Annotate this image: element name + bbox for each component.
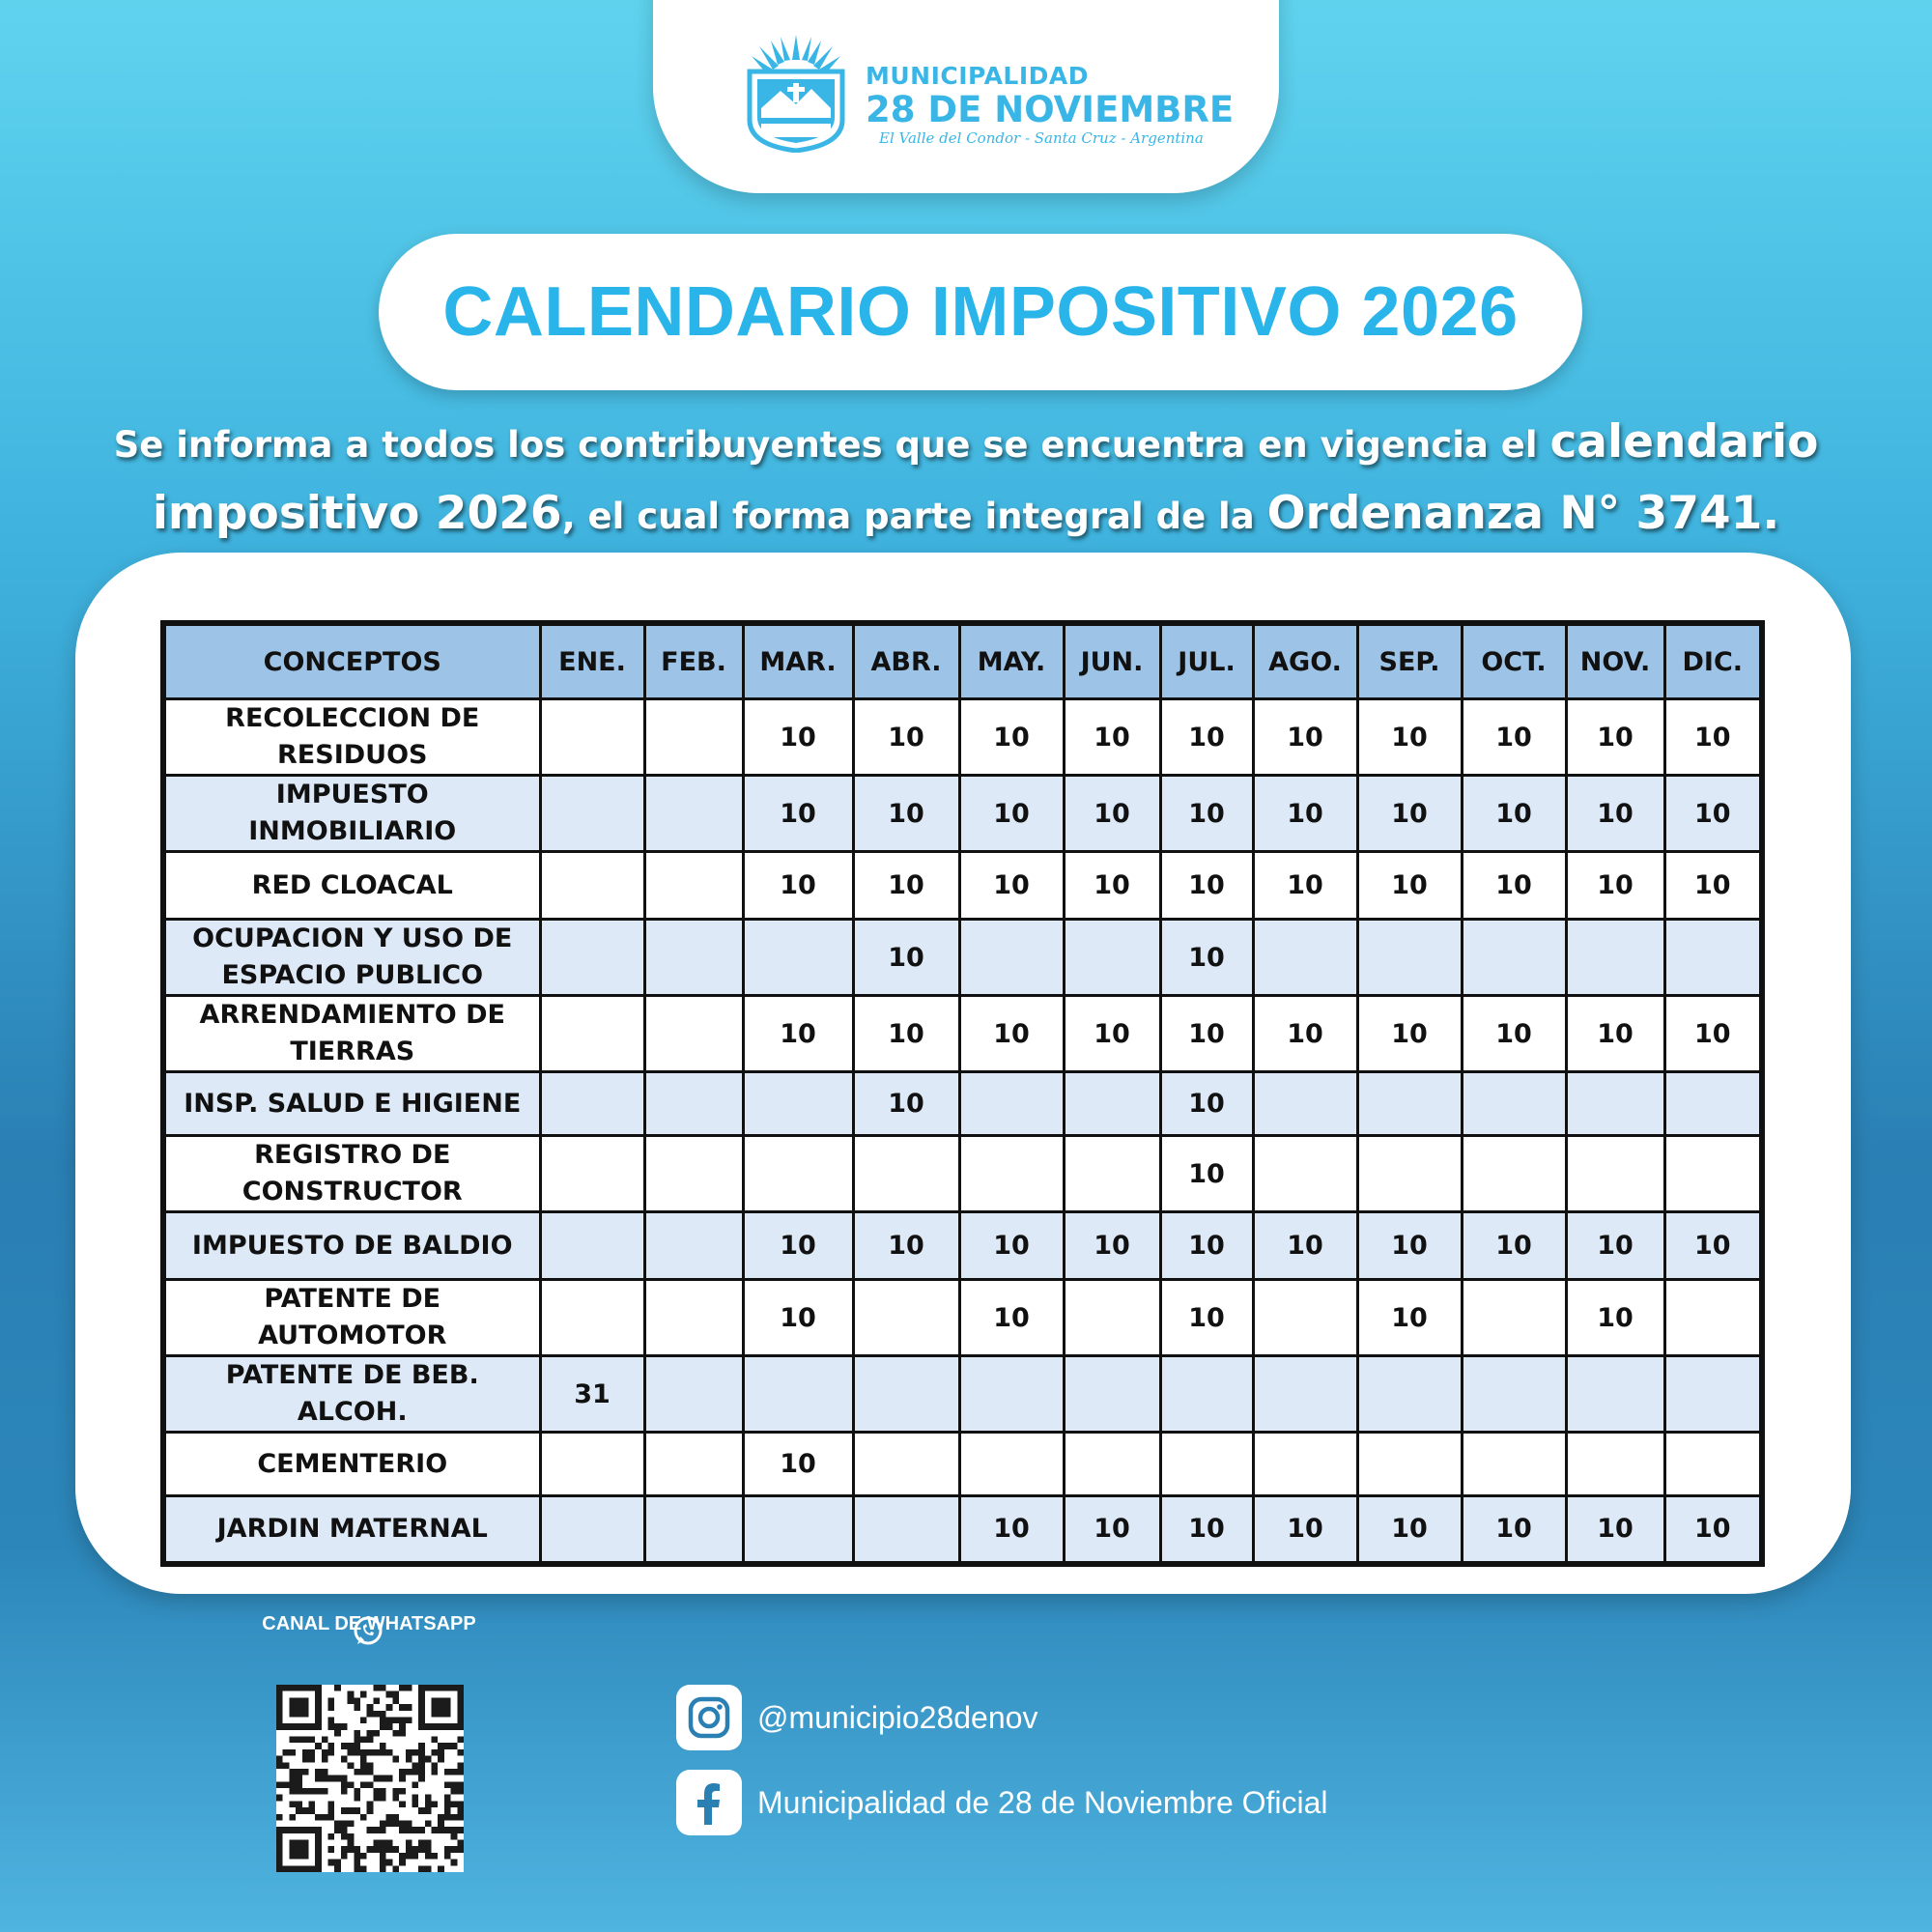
due-day-cell: 10 <box>853 996 959 1072</box>
due-day-cell <box>540 920 644 996</box>
due-day-cell <box>1357 1136 1462 1212</box>
due-day-cell: 10 <box>1357 776 1462 852</box>
due-day-cell: 10 <box>853 852 959 920</box>
due-day-cell: 10 <box>1664 1212 1762 1280</box>
due-day-cell <box>1462 1072 1566 1136</box>
concept-cell: INSP. SALUD E HIGIENE <box>163 1072 540 1136</box>
due-day-cell: 10 <box>743 699 853 776</box>
intro-part5: Ordenanza N° 3741. <box>1266 487 1780 540</box>
page-title: CALENDARIO IMPOSITIVO 2026 <box>442 273 1519 351</box>
due-day-cell: 10 <box>1253 1212 1357 1280</box>
due-day-cell: 10 <box>1253 776 1357 852</box>
due-day-cell <box>644 852 743 920</box>
due-day-cell <box>1664 1136 1762 1212</box>
due-day-cell: 10 <box>1462 776 1566 852</box>
due-day-cell <box>1664 1433 1762 1496</box>
due-day-cell: 10 <box>1064 699 1160 776</box>
due-day-cell <box>1462 1433 1566 1496</box>
concept-cell: PATENTE DE AUTOMOTOR <box>163 1280 540 1356</box>
logo-tagline: El Valle del Condor - Santa Cruz - Argentina <box>879 129 1204 147</box>
due-day-cell <box>540 699 644 776</box>
table-row <box>163 699 1762 776</box>
due-day-cell <box>1160 1356 1253 1433</box>
table-row <box>163 996 1762 1072</box>
due-day-cell <box>540 1212 644 1280</box>
due-day-cell <box>959 920 1064 996</box>
table-row <box>163 1072 1762 1136</box>
table-row <box>163 1280 1762 1356</box>
concept-cell: RECOLECCION DE RESIDUOS <box>163 699 540 776</box>
due-day-cell: 10 <box>1462 699 1566 776</box>
due-day-cell: 10 <box>1253 1496 1357 1564</box>
due-day-cell: 10 <box>1064 996 1160 1072</box>
due-day-cell <box>540 1280 644 1356</box>
due-day-cell: 10 <box>1160 1136 1253 1212</box>
due-day-cell <box>540 996 644 1072</box>
instagram-row[interactable] <box>676 1685 1037 1750</box>
due-day-cell: 10 <box>1566 1496 1664 1564</box>
due-day-cell: 10 <box>1064 776 1160 852</box>
due-day-cell: 10 <box>959 996 1064 1072</box>
due-day-cell: 10 <box>959 852 1064 920</box>
column-header-month: JUN. <box>1064 623 1160 699</box>
due-day-cell: 10 <box>959 699 1064 776</box>
due-day-cell: 10 <box>1664 996 1762 1072</box>
due-day-cell <box>1566 1072 1664 1136</box>
facebook-icon <box>676 1770 742 1835</box>
due-day-cell: 10 <box>1064 1212 1160 1280</box>
column-header-month: OCT. <box>1462 623 1566 699</box>
due-day-cell <box>1664 920 1762 996</box>
due-day-cell <box>644 1496 743 1564</box>
due-day-cell: 10 <box>1566 996 1664 1072</box>
due-day-cell <box>1253 1356 1357 1433</box>
due-day-cell <box>644 776 743 852</box>
due-day-cell <box>743 1356 853 1433</box>
due-day-cell <box>1566 920 1664 996</box>
intro-part3: impositivo 2026 <box>152 487 562 540</box>
due-day-cell: 10 <box>853 1072 959 1136</box>
table-row <box>163 920 1762 996</box>
tax-calendar-table <box>160 620 1765 1567</box>
due-day-cell <box>1253 1433 1357 1496</box>
due-day-cell <box>1064 1136 1160 1212</box>
due-day-cell: 10 <box>1160 699 1253 776</box>
due-day-cell: 10 <box>1566 699 1664 776</box>
due-day-cell <box>644 1356 743 1433</box>
due-day-cell: 10 <box>959 776 1064 852</box>
due-day-cell <box>1064 1280 1160 1356</box>
due-day-cell <box>540 1072 644 1136</box>
column-header-month: AGO. <box>1253 623 1357 699</box>
column-header-month: FEB. <box>644 623 743 699</box>
table-row <box>163 1212 1762 1280</box>
due-day-cell: 10 <box>1160 776 1253 852</box>
intro-text <box>97 412 1835 554</box>
due-day-cell: 10 <box>1462 852 1566 920</box>
table-row <box>163 1356 1762 1433</box>
due-day-cell <box>1664 1280 1762 1356</box>
due-day-cell <box>644 920 743 996</box>
due-day-cell <box>540 1433 644 1496</box>
due-day-cell <box>1357 1072 1462 1136</box>
table-body <box>163 699 1762 1564</box>
due-day-cell: 10 <box>1664 852 1762 920</box>
title-pill <box>379 234 1582 390</box>
due-day-cell <box>540 1496 644 1564</box>
due-day-cell: 10 <box>959 1496 1064 1564</box>
due-day-cell <box>1462 1136 1566 1212</box>
due-day-cell: 10 <box>1566 852 1664 920</box>
due-day-cell: 10 <box>1664 776 1762 852</box>
due-day-cell: 10 <box>959 1212 1064 1280</box>
logo-line1: MUNICIPALIDAD <box>866 62 1090 90</box>
municipal-crest-icon <box>742 31 850 153</box>
table-row <box>163 1136 1762 1212</box>
due-day-cell: 10 <box>1160 1496 1253 1564</box>
table-row <box>163 1496 1762 1564</box>
due-day-cell <box>1462 920 1566 996</box>
due-day-cell: 10 <box>1253 996 1357 1072</box>
column-header-month: ENE. <box>540 623 644 699</box>
due-day-cell: 10 <box>1357 1280 1462 1356</box>
due-day-cell: 10 <box>1357 699 1462 776</box>
due-day-cell <box>1357 1356 1462 1433</box>
due-day-cell <box>644 1136 743 1212</box>
table-row <box>163 1433 1762 1496</box>
due-day-cell: 10 <box>1566 1280 1664 1356</box>
column-header-month: MAR. <box>743 623 853 699</box>
concept-cell: IMPUESTO INMOBILIARIO <box>163 776 540 852</box>
logo-card <box>653 0 1279 193</box>
due-day-cell <box>1064 1433 1160 1496</box>
whatsapp-qr-code[interactable] <box>276 1685 464 1872</box>
due-day-cell: 10 <box>1160 1212 1253 1280</box>
due-day-cell: 10 <box>1253 852 1357 920</box>
due-day-cell: 10 <box>1160 1072 1253 1136</box>
due-day-cell <box>1064 1356 1160 1433</box>
due-day-cell <box>1462 1356 1566 1433</box>
due-day-cell <box>1664 1356 1762 1433</box>
column-header-month: NOV. <box>1566 623 1664 699</box>
intro-part4: , el cual forma parte integral de la <box>561 496 1267 537</box>
due-day-cell: 10 <box>1160 1280 1253 1356</box>
due-day-cell: 10 <box>1462 1212 1566 1280</box>
due-day-cell: 10 <box>853 776 959 852</box>
column-header-month: SEP. <box>1357 623 1462 699</box>
due-day-cell: 10 <box>743 776 853 852</box>
facebook-row[interactable] <box>676 1770 1328 1835</box>
due-day-cell: 10 <box>1357 1212 1462 1280</box>
due-day-cell <box>644 1280 743 1356</box>
due-day-cell: 10 <box>743 1212 853 1280</box>
concept-cell: ARRENDAMIENTO DE TIERRAS <box>163 996 540 1072</box>
due-day-cell <box>853 1136 959 1212</box>
due-day-cell <box>1566 1433 1664 1496</box>
due-day-cell <box>853 1280 959 1356</box>
due-day-cell <box>959 1136 1064 1212</box>
due-day-cell <box>1064 1072 1160 1136</box>
instagram-handle[interactable]: @municipio28denov <box>757 1699 1038 1735</box>
intro-part2: calendario <box>1549 415 1819 469</box>
due-day-cell <box>644 1212 743 1280</box>
due-day-cell <box>959 1072 1064 1136</box>
due-day-cell: 10 <box>1462 1496 1566 1564</box>
due-day-cell <box>644 1072 743 1136</box>
intro-part1: Se informa a todos los contribuyentes que se encuentra en vigencia el <box>113 424 1550 466</box>
due-day-cell <box>1064 920 1160 996</box>
due-day-cell <box>853 1433 959 1496</box>
due-day-cell: 10 <box>1566 1212 1664 1280</box>
due-day-cell: 10 <box>853 1212 959 1280</box>
due-day-cell: 10 <box>1064 1496 1160 1564</box>
due-day-cell <box>1462 1280 1566 1356</box>
concept-cell: REGISTRO DE CONSTRUCTOR <box>163 1136 540 1212</box>
due-day-cell: 10 <box>1253 699 1357 776</box>
column-header-month: JUL. <box>1160 623 1253 699</box>
facebook-page-name[interactable]: Municipalidad de 28 de Noviembre Oficial <box>757 1784 1328 1820</box>
due-day-cell <box>644 1433 743 1496</box>
concept-cell: CEMENTERIO <box>163 1433 540 1496</box>
due-day-cell <box>743 1136 853 1212</box>
due-day-cell: 10 <box>853 699 959 776</box>
due-day-cell <box>1357 1433 1462 1496</box>
due-day-cell: 10 <box>1664 699 1762 776</box>
due-day-cell <box>540 776 644 852</box>
due-day-cell: 10 <box>743 1433 853 1496</box>
whatsapp-label: CANAL DE WHATSAPP <box>262 1613 476 1634</box>
table-row <box>163 776 1762 852</box>
due-day-cell <box>1160 1433 1253 1496</box>
table-header-row <box>163 623 1762 699</box>
concept-cell: PATENTE DE BEB. ALCOH. <box>163 1356 540 1433</box>
due-day-cell: 10 <box>1357 996 1462 1072</box>
concept-cell: RED CLOACAL <box>163 852 540 920</box>
due-day-cell: 10 <box>959 1280 1064 1356</box>
due-day-cell <box>743 1072 853 1136</box>
due-day-cell <box>540 852 644 920</box>
due-day-cell <box>853 1356 959 1433</box>
due-day-cell <box>743 920 853 996</box>
instagram-icon <box>676 1685 742 1750</box>
column-header-month: MAY. <box>959 623 1064 699</box>
due-day-cell: 10 <box>1357 1496 1462 1564</box>
due-day-cell: 10 <box>853 920 959 996</box>
due-day-cell <box>959 1356 1064 1433</box>
due-day-cell: 10 <box>1566 776 1664 852</box>
due-day-cell: 10 <box>1664 1496 1762 1564</box>
due-day-cell <box>540 1136 644 1212</box>
due-day-cell: 10 <box>1462 996 1566 1072</box>
table-row <box>163 852 1762 920</box>
due-day-cell: 10 <box>743 996 853 1072</box>
due-day-cell: 31 <box>540 1356 644 1433</box>
due-day-cell <box>743 1496 853 1564</box>
concept-cell: OCUPACION Y USO DE ESPACIO PUBLICO <box>163 920 540 996</box>
logo-line2: 28 DE NOVIEMBRE <box>866 89 1235 130</box>
due-day-cell <box>959 1433 1064 1496</box>
due-day-cell <box>853 1496 959 1564</box>
due-day-cell: 10 <box>743 852 853 920</box>
due-day-cell: 10 <box>1357 852 1462 920</box>
logo-text <box>866 64 1234 146</box>
due-day-cell <box>1253 920 1357 996</box>
due-day-cell: 10 <box>743 1280 853 1356</box>
due-day-cell: 10 <box>1160 852 1253 920</box>
due-day-cell: 10 <box>1160 920 1253 996</box>
column-header-concepts: CONCEPTOS <box>163 623 540 699</box>
due-day-cell <box>1566 1356 1664 1433</box>
column-header-month: DIC. <box>1664 623 1762 699</box>
column-header-month: ABR. <box>853 623 959 699</box>
concept-cell: JARDIN MATERNAL <box>163 1496 540 1564</box>
due-day-cell <box>1566 1136 1664 1212</box>
due-day-cell <box>644 996 743 1072</box>
due-day-cell <box>1253 1136 1357 1212</box>
due-day-cell <box>1253 1280 1357 1356</box>
due-day-cell: 10 <box>1064 852 1160 920</box>
due-day-cell <box>644 699 743 776</box>
due-day-cell: 10 <box>1160 996 1253 1072</box>
due-day-cell <box>1664 1072 1762 1136</box>
concept-cell: IMPUESTO DE BALDIO <box>163 1212 540 1280</box>
due-day-cell <box>1357 920 1462 996</box>
due-day-cell <box>1253 1072 1357 1136</box>
